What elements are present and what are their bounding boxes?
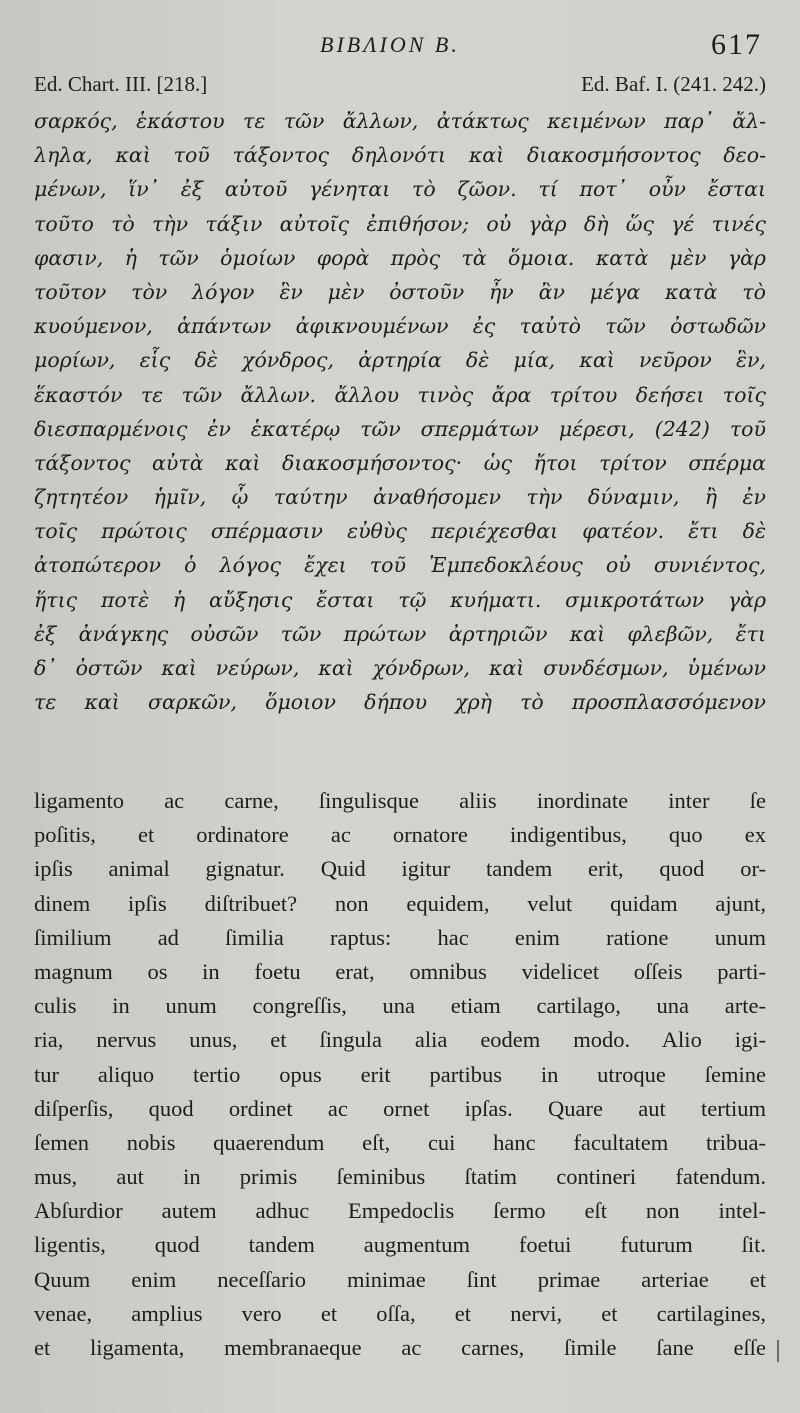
running-title: BIBΛION B.	[320, 32, 460, 57]
edition-references	[34, 72, 766, 102]
latin-line: poſitis, et ordinatore ac ornatore indigentibus, quo ex	[34, 822, 766, 848]
latin-line: diſperſis, quod ordinet ac ornet ipſas. Quare aut tertium	[34, 1095, 766, 1121]
greek-line: μορίων, εἷς δὲ χόνδρος, ἀρτηρία δὲ μία, καὶ νεῦρον ἓν,	[34, 348, 766, 373]
greek-line: ληλα, καὶ τοῦ τάξοντος δηλονότι καὶ διακοσμήσοντος δεο-	[34, 143, 766, 168]
page-number: 617	[711, 28, 762, 61]
running-head	[0, 28, 800, 68]
latin-line: magnum os in foetu erat, omnibus videlicet oſſeis parti-	[34, 958, 766, 984]
latin-line: dinem ipſis diſtribuet? non equidem, velut quidam ajunt,	[34, 890, 766, 916]
greek-line: ἥτις ποτὲ ἡ αὔξησις ἔσται τῷ κυήματι. σμικροτάτων γὰρ	[34, 587, 766, 612]
latin-line: tur aliquo tertio opus erit partibus in utroque ſemine	[34, 1061, 766, 1087]
greek-line: ἕκαστόν τε τῶν ἄλλων. ἄλλου τινὸς ἄρα τρίτου δεήσει τοῖς	[34, 382, 766, 407]
greek-line: σαρκός, ἑκάστου τε τῶν ἄλλων, ἀτάκτως κειμένων παρ᾽ ἄλ-	[34, 109, 766, 133]
latin-line: culis in unum congreſſis, una etiam cartilago, una arte-	[34, 993, 766, 1019]
greek-line: τοῦτο τὸ τὴν τάξιν αὐτοῖς ἐπιθήσον; οὐ γὰρ δὴ ὥς γέ τινές	[34, 211, 766, 236]
greek-line: δ᾽ ὀστῶν καὶ νεύρων, καὶ χόνδρων, καὶ συνδέσμων, ὑμένων	[34, 656, 766, 680]
greek-text-block	[34, 104, 766, 719]
greek-line: φασιν, ἡ τῶν ὁμοίων φορὰ πρὸς τὰ ὅμοια. κατὰ μὲν γὰρ	[34, 245, 766, 270]
greek-line: ἐξ ἀνάγκης οὐσῶν τῶν πρώτων ἀρτηριῶν καὶ φλεβῶν, ἔτι	[34, 621, 766, 646]
greek-line: ἀτοπώτερον ὁ λόγος ἔχει τοῦ Ἐμπεδοκλέους οὐ συνιέντος,	[34, 553, 766, 578]
latin-line: et ligamenta, membranaeque ac carnes, ſimile ſane eſſe	[34, 1335, 766, 1360]
greek-line: κυούμενον, ἁπάντων ἀφικνουμένων ἐς ταὐτὸ τῶν ὀστωδῶν	[34, 314, 766, 339]
greek-line: μένων, ἵν᾽ ἐξ αὐτοῦ γένηται τὸ ζῶον. τί ποτ᾽ οὖν ἔσται	[34, 177, 766, 202]
greek-line: ζητητέον ἡμῖν, ᾧ ταύτην ἀναθήσομεν τὴν δύναμιν, ἢ ἐν	[34, 485, 766, 510]
latin-line: ſimilium ad ſimilia raptus: hac enim ratione unum	[34, 924, 766, 950]
latin-line: ipſis animal gignatur. Quid igitur tandem erit, quod or-	[34, 856, 766, 882]
greek-line: τε καὶ σαρκῶν, ὅμοιον δήπου χρὴ τὸ προσπλασσόμενον	[34, 690, 766, 715]
latin-line: Quum enim neceſſario minimae ſint primae arteriae et	[34, 1266, 766, 1292]
latin-line: ligentis, quod tandem augmentum foetui futurum ſit.	[34, 1232, 766, 1258]
latin-line: mus, aut in primis ſeminibus ſtatim contineri fatendum.	[34, 1164, 766, 1190]
greek-line: διεσπαρμένοις ἐν ἑκατέρῳ τῶν σπερμάτων μέρεσι, (242) τοῦ	[34, 416, 766, 441]
greek-line: τοῖς πρώτοις σπέρμασιν εὐθὺς περιέχεσθαι φατέον. ἔτι δὲ	[34, 519, 766, 544]
greek-line: τοῦτον τὸν λόγον ἓν μὲν ὀστοῦν ἦν ἂν μέγα κατὰ τὸ	[34, 279, 766, 304]
latin-line: ria, nervus unus, et ſingula alia eodem modo. Alio igi-	[34, 1027, 766, 1053]
greek-line: τάξοντος αὐτὰ καὶ διακοσμήσοντος· ὡς ἤτοι τρίτον σπέρμα	[34, 450, 766, 475]
latin-line: Abſurdior autem adhuc Empedoclis ſermo eſt non intel-	[34, 1198, 766, 1224]
latin-line: ſemen nobis quaerendum eſt, cui hanc facultatem tribua-	[34, 1129, 766, 1155]
latin-line: ligamento ac carne, ſingulisque aliis inordinate inter ſe	[34, 788, 766, 813]
latin-text-block	[34, 784, 766, 1365]
edition-reference-left: Ed. Chart. III. [218.]	[34, 72, 208, 96]
latin-line: venae, amplius vero et oſſa, et nervi, et cartilagines,	[34, 1300, 766, 1326]
margin-mark	[777, 1340, 779, 1362]
edition-reference-right: Ed. Baf. I. (241. 242.)	[581, 72, 766, 96]
